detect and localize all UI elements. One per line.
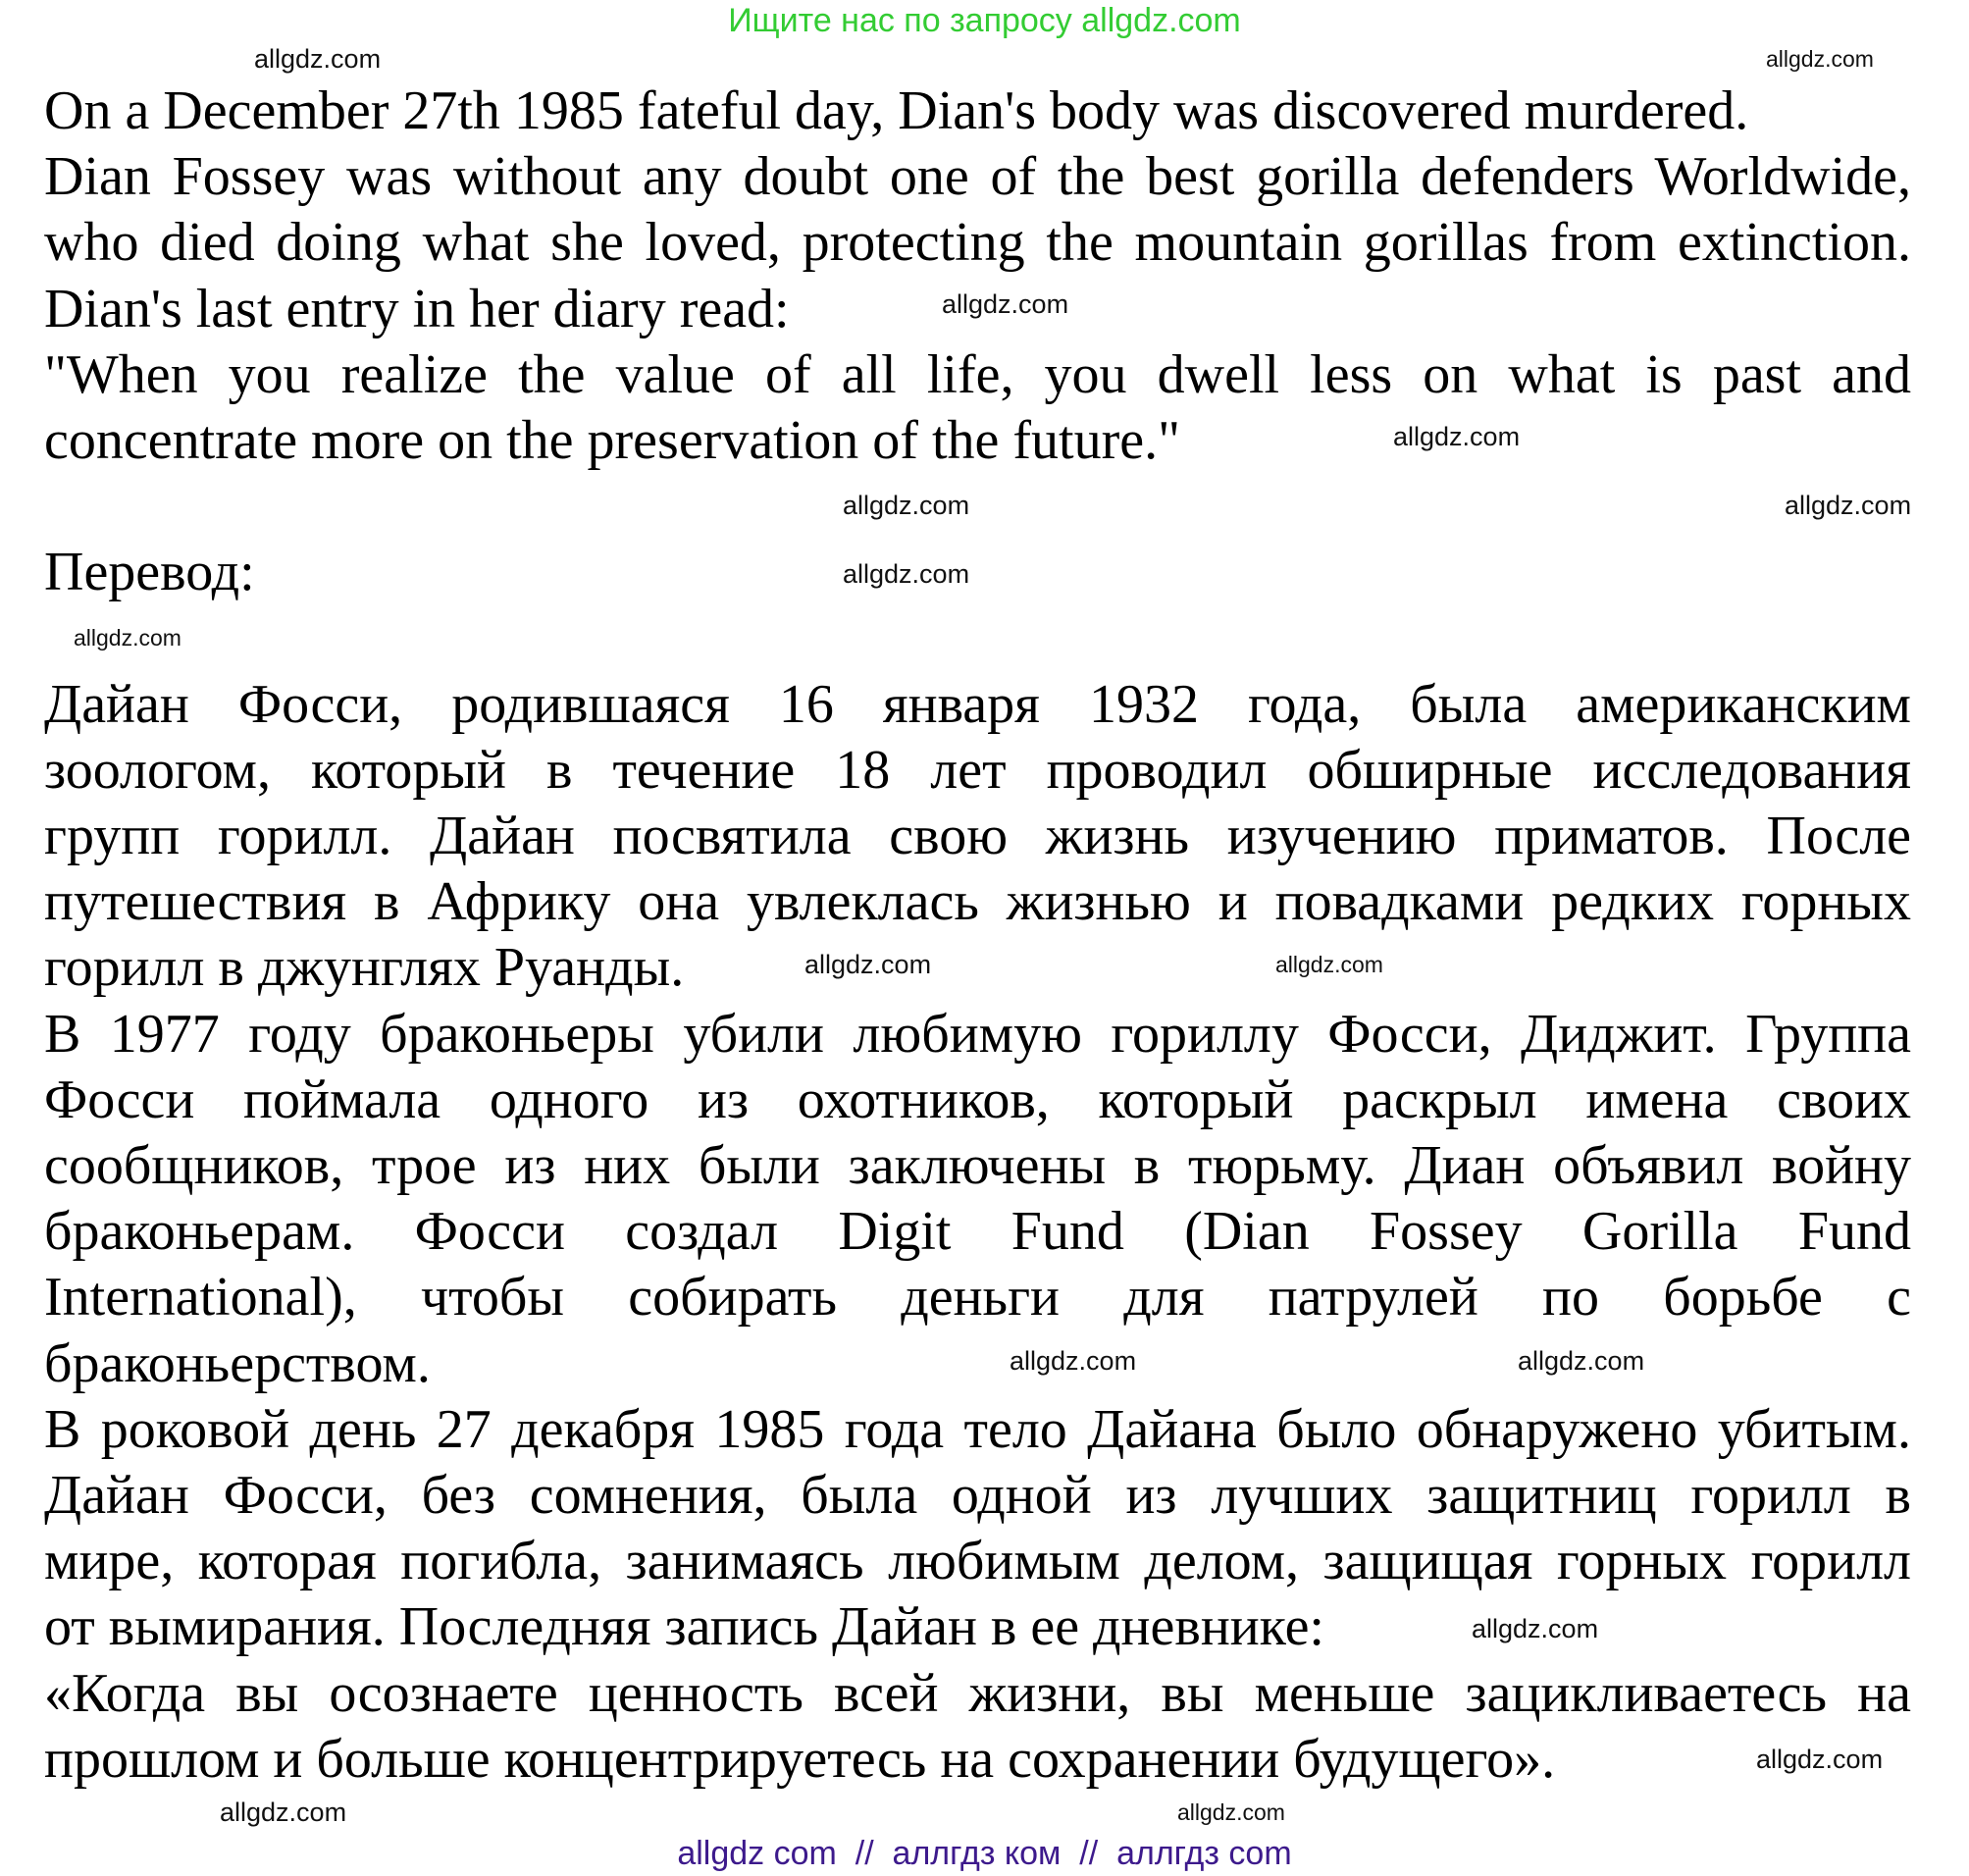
watermark: allgdz.com <box>1766 46 1874 72</box>
russian-line: браконьерством. <box>44 1332 431 1394</box>
watermark: allgdz.com <box>942 289 1069 319</box>
english-line: who died doing what she loved, protecting the mountain gorillas from extinction. <box>44 212 1911 274</box>
watermark: allgdz.com <box>1010 1346 1137 1376</box>
russian-line: зоологом, который в течение 18 лет проводил обширные исследования <box>44 739 1911 801</box>
english-line: "When you realize the value of all life, you dwell less on what is past and <box>44 343 1911 405</box>
russian-line: Фосси поймала одного из охотников, который раскрыл имена своих <box>44 1068 1911 1130</box>
watermark: allgdz.com <box>74 625 181 651</box>
russian-line: В 1977 году браконьеры убили любимую гориллу Фосси, Диджит. Группа <box>44 1003 1911 1065</box>
russian-line: горилл в джунглях Руанды. <box>44 937 685 999</box>
russian-line: International), чтобы собирать деньги для патрулей по борьбе с <box>44 1267 1911 1329</box>
english-line: Dian Fossey was without any doubt one of the best gorilla defenders Worldwide, <box>44 146 1911 208</box>
english-line: Dian's last entry in her diary read: <box>44 278 790 339</box>
watermark: allgdz.com <box>843 559 970 589</box>
russian-line: «Когда вы осознаете ценность всей жизни, вы меньше зацикливаетесь на <box>44 1662 1911 1724</box>
russian-line: сообщников, трое из них были заключены в тюрьму. Диан объявил войну <box>44 1135 1911 1196</box>
footer-banner: allgdz com // аллгдз ком // аллгдз com <box>677 1835 1292 1872</box>
watermark: allgdz.com <box>1177 1799 1285 1825</box>
russian-line: путешествия в Африку она увлеклась жизнью и повадками редких горных <box>44 871 1911 933</box>
watermark: allgdz.com <box>804 950 932 979</box>
watermark: allgdz.com <box>254 44 382 74</box>
english-line: On a December 27th 1985 fateful day, Dian's body was discovered murdered. <box>44 80 1749 141</box>
russian-line: Дайан Фосси, без сомнения, была одной из лучших защитниц горилл в <box>44 1464 1911 1526</box>
search-banner: Ищите нас по запросу allgdz.com <box>728 2 1241 39</box>
translation-heading: Перевод: <box>44 542 255 603</box>
russian-line: мире, которая погибла, занимаясь любимым делом, защищая горных горилл <box>44 1531 1911 1592</box>
russian-line: прошлом и больше концентрируетесь на сохранении будущего». <box>44 1728 1556 1790</box>
watermark: allgdz.com <box>1785 491 1912 520</box>
watermark: allgdz.com <box>1756 1745 1884 1774</box>
watermark: allgdz.com <box>843 491 970 520</box>
russian-line: В роковой день 27 декабря 1985 года тело Дайана было обнаружено убитым. <box>44 1398 1911 1460</box>
watermark: allgdz.com <box>1518 1346 1645 1376</box>
spacer <box>44 606 1911 672</box>
watermark: allgdz.com <box>1275 952 1383 977</box>
russian-line: групп горилл. Дайан посвятила свою жизнь изучению приматов. После <box>44 806 1911 867</box>
spacer <box>44 474 1911 540</box>
russian-line: от вымирания. Последняя запись Дайан в ее дневнике: <box>44 1596 1324 1658</box>
watermark: allgdz.com <box>1393 422 1521 451</box>
document-body <box>44 78 1911 1793</box>
russian-line: Дайан Фосси, родившаяся 16 января 1932 года, была американским <box>44 673 1911 735</box>
watermark: allgdz.com <box>1472 1614 1599 1643</box>
watermark: allgdz.com <box>220 1798 347 1827</box>
russian-line: браконьерам. Фосси создал Digit Fund (Dian Fossey Gorilla Fund <box>44 1201 1911 1263</box>
english-line: concentrate more on the preservation of the future." <box>44 409 1180 471</box>
